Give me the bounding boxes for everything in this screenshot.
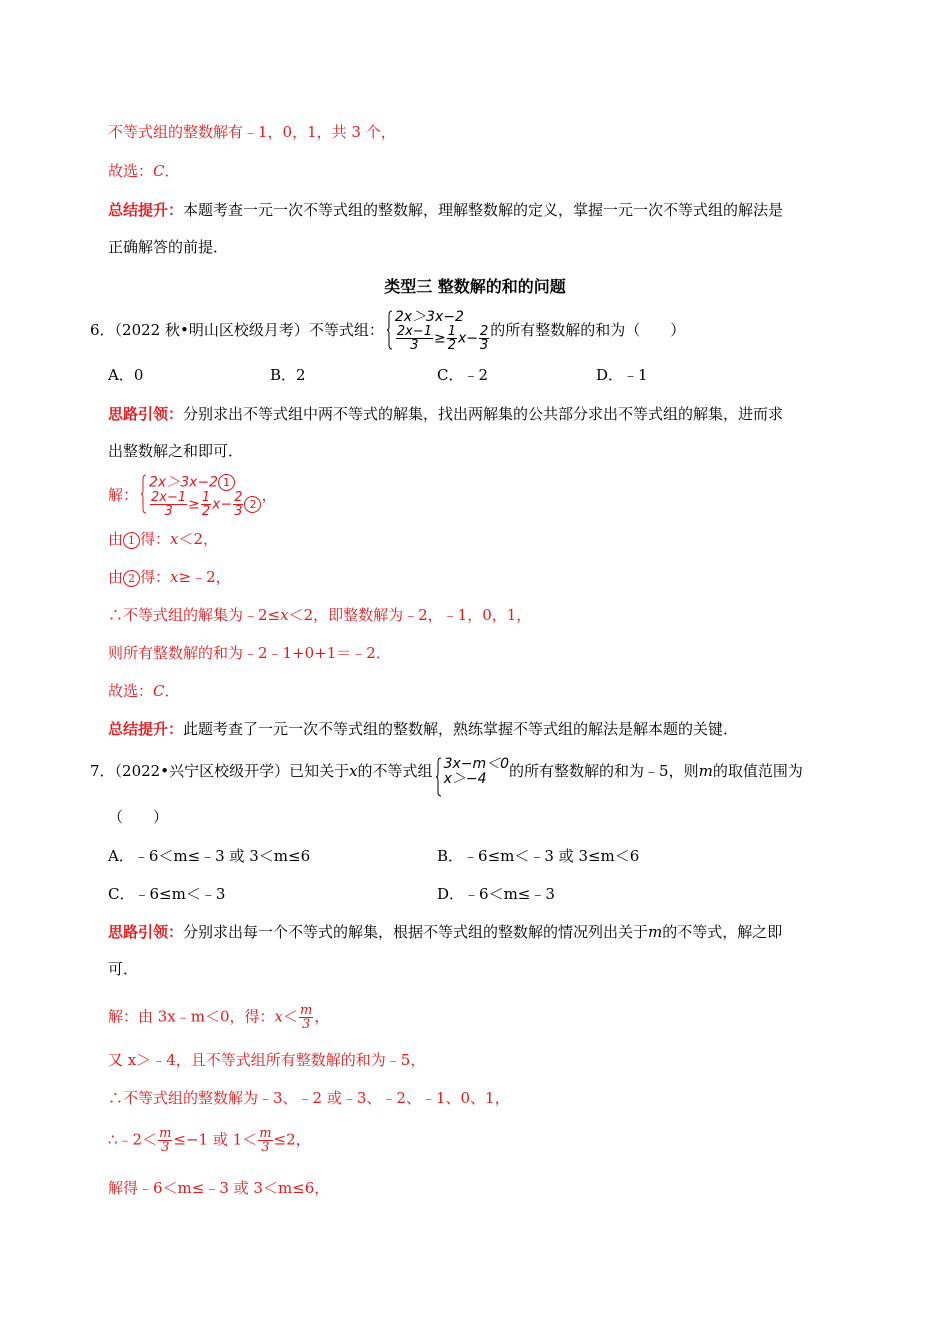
section-title: 类型三 整数解的和的问题 [384, 277, 566, 296]
q7-sol3: ∴不等式组的整数解为﹣3、﹣2 或﹣3、﹣2、﹣1、0、1， [108, 1089, 510, 1107]
q7-sol4-frac2-num: m [259, 1126, 272, 1141]
q7-sol2: 又 x＞﹣4，且不等式组所有整数解的和为﹣5， [108, 1051, 426, 1069]
q6-sol-frac-b [201, 491, 211, 518]
q6-sol-prefix: 解： [108, 486, 139, 504]
q6-hint-label: 思路引领： [108, 405, 184, 423]
q7-sol1-frac-num: m [300, 1003, 313, 1018]
q7-sol1-c: ， [314, 1007, 330, 1026]
q7-sol1-frac-den: 3 [302, 1017, 311, 1032]
q7-sol4-frac1-num: m [159, 1126, 172, 1141]
q6-sol-row1-text: 2x＞3x−2 [149, 474, 219, 491]
q7-hint-line2: 可． [108, 960, 139, 978]
q6-step1-circle: 1 [123, 532, 140, 549]
q6-step2-var: x [170, 568, 179, 586]
q7-stem-var-x: x [349, 762, 358, 780]
prev-integer-solutions: 不等式组的整数解有﹣1，0，1，共 3 个， [108, 123, 396, 141]
q6-summary-label: 总结提升： [108, 720, 184, 738]
q7-brace-icon [435, 757, 442, 797]
q6-sol-frac-a-num: 2x−1 [151, 490, 187, 505]
q6-summary-text: 此题考查了一元一次不等式组的整数解，熟练掌握不等式组的解法是解本题的关键． [183, 720, 739, 738]
q6-answer-suffix: ． [164, 682, 180, 700]
q7-stem-var-m: m [698, 762, 713, 780]
q6-stem-suffix: 的所有整数解的和为（ ） [490, 321, 686, 339]
q6-answer-prefix: 故选： [108, 682, 154, 700]
q7-sol1 [108, 1004, 329, 1031]
q7-sol4-frac2 [258, 1127, 272, 1154]
q6-sol-frac-b-den: 2 [201, 504, 211, 519]
q7-hint-text-a: 分别求出每一个不等式的解集，根据不等式组的整数解的情况列出关于 [183, 923, 649, 941]
q7-sol4-c: ≤2， [273, 1130, 311, 1149]
q6-circle-2: 2 [244, 496, 261, 513]
q6-circle-1: 1 [218, 474, 235, 491]
q6-step1-var: x [170, 530, 179, 548]
q6-sol-row1 [149, 474, 261, 491]
q6-system [386, 310, 490, 352]
q7-hint-var: m [648, 923, 663, 941]
q6-geq: ≥ [433, 330, 446, 347]
q6-xminus: x− [458, 330, 479, 347]
q6-solution [108, 474, 276, 518]
prev-summary [108, 199, 783, 221]
q6-step2-c: ≥﹣2， [178, 568, 231, 586]
q6-sol-suffix: ， [261, 486, 277, 504]
q6-choice-d: D．﹣1 [596, 366, 648, 384]
q7-sol1-frac [299, 1004, 313, 1031]
q6-step2-circle: 2 [123, 570, 140, 587]
q7-choice-c: C．﹣6≤m＜﹣3 [108, 885, 226, 903]
q6-frac-b [447, 325, 457, 352]
q6-sol-frac-c-den: 3 [234, 504, 243, 519]
q6-answer [108, 680, 180, 702]
q6-step1-c: ＜2， [178, 530, 219, 548]
q6-step4: 则所有整数解的和为﹣2﹣1+0+1＝﹣2． [108, 644, 391, 662]
prev-answer [108, 160, 180, 182]
q7-system-row2: x＞−4 [443, 771, 487, 787]
q6-frac-a-den: 3 [410, 338, 419, 353]
q6-frac-a-num: 2x−1 [396, 324, 432, 339]
q6-stem-prefix: 6．（2022 秋•明山区校级月考）不等式组： [90, 321, 384, 339]
q6-hint-text: 分别求出不等式组中两不等式的解集，找出两解集的公共部分求出不等式组的解集，进而求 [183, 405, 784, 423]
q6-sol-frac-b-num: 1 [201, 490, 211, 505]
q6-brace-icon [386, 310, 393, 350]
q6-sol-row2 [149, 491, 261, 518]
q6-choice-a: A．0 [108, 366, 144, 384]
q7-stem-paren: （ ） [108, 808, 169, 826]
q6-step1 [108, 528, 218, 550]
q6-step2 [108, 566, 231, 588]
q6-sol-frac-a-den: 3 [164, 504, 173, 519]
q6-frac-b-num: 1 [447, 324, 456, 339]
q7-choice-b: B．﹣6≤m＜﹣3 或 3≤m＜6 [437, 847, 640, 865]
q7-system [435, 757, 509, 787]
q7-sol4-frac1 [158, 1127, 172, 1154]
q7-hint [108, 921, 782, 943]
q7-sol4 [108, 1127, 311, 1154]
q6-hint-line2: 出整数解之和即可． [108, 442, 244, 460]
q6-frac-a [396, 325, 433, 352]
q6-frac-c [479, 325, 489, 352]
q6-sol-system [140, 474, 261, 518]
q6-sol-frac-a [150, 491, 187, 518]
q7-hint-label: 思路引领： [108, 923, 184, 941]
q7-sol4-frac1-den: 3 [161, 1140, 170, 1155]
q7-choice-a: A．﹣6＜m≤﹣3 或 3＜m≤6 [108, 847, 311, 865]
q6-frac-c-num: 2 [480, 324, 489, 339]
q7-sol4-frac2-den: 3 [261, 1140, 270, 1155]
prev-answer-suffix: ． [164, 162, 180, 180]
q6-system-row1: 2x＞3x−2 [394, 309, 464, 325]
q6-step2-a: 由 [108, 568, 124, 586]
q6-step3-var: x [280, 606, 289, 624]
q6-step1-a: 由 [108, 530, 124, 548]
q6-choice-c: C．﹣2 [437, 366, 489, 384]
prev-summary-text: 本题考查一元一次不等式组的整数解，理解整数解的定义，掌握一元一次不等式组的解法是 [183, 201, 784, 219]
prev-answer-letter: C [153, 162, 165, 180]
q7-stem-a: 7．（2022•兴宁区校级开学）已知关于 [90, 762, 350, 780]
q6-stem [90, 310, 685, 352]
prev-answer-prefix: 故选： [108, 162, 154, 180]
q7-sol4-a: ∴﹣2＜ [108, 1130, 158, 1149]
q6-frac-c-den: 3 [480, 338, 489, 353]
q6-step2-b: 得： [140, 568, 171, 586]
q6-hint [108, 403, 783, 425]
q7-stem-b: 的不等式组 [357, 762, 433, 780]
q6-answer-letter: C [153, 682, 165, 700]
q6-step3-b: ＜2，即整数解为﹣2，﹣1，0，1， [288, 606, 532, 624]
q7-sol1-b: ＜ [283, 1007, 299, 1026]
q6-system-row2 [395, 325, 490, 352]
q6-sol-frac-c-num: 2 [234, 490, 243, 505]
q7-sol1-a: 解：由 3x﹣m＜0，得： [108, 1007, 275, 1026]
q6-frac-b-den: 2 [447, 338, 456, 353]
q6-sol-geq: ≥ [188, 496, 200, 513]
prev-summary-line2: 正确解答的前提． [108, 238, 229, 256]
q6-step3-a: ∴不等式组的解集为﹣2≤ [108, 606, 281, 624]
q7-sol4-b: ≤−1 或 1＜ [173, 1130, 258, 1149]
q6-summary [108, 718, 738, 740]
prev-summary-label: 总结提升： [108, 201, 184, 219]
q7-hint-text-b: 的不等式，解之即 [662, 923, 783, 941]
q6-step1-b: 得： [140, 530, 171, 548]
q6-choice-b: B．2 [270, 366, 306, 384]
q7-system-row1: 3x−m＜0 [443, 756, 510, 772]
q6-sol-frac-c [233, 491, 243, 518]
q7-stem [90, 757, 803, 787]
q7-sol5: 解得﹣6＜m≤﹣3 或 3＜m≤6， [108, 1179, 330, 1197]
q7-choice-d: D．﹣6＜m≤﹣3 [437, 885, 555, 903]
q7-stem-c: 的所有整数解的和为﹣5，则 [509, 762, 699, 780]
q6-sol-xminus: x− [212, 496, 233, 513]
q6-sol-brace-icon [140, 474, 147, 514]
q7-stem-d: 的取值范围为 [712, 762, 803, 780]
q7-sol1-var: x [274, 1007, 284, 1026]
q6-step3 [108, 604, 531, 626]
